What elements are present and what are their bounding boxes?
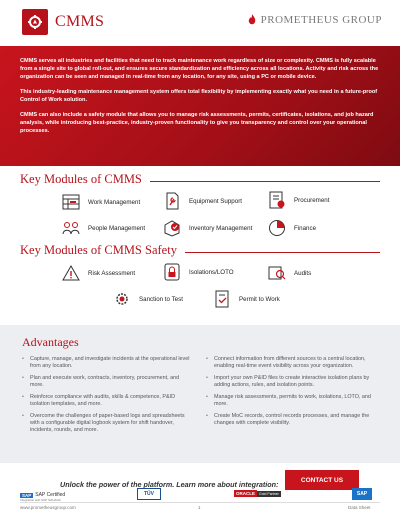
flame-icon [247, 14, 257, 26]
module-finance [268, 219, 316, 237]
list-item: • Overcome the challenges of paper-based logs and spreadsheets with a configurable digital logbook system for shift handover, incidents, rounds, and more. [22, 413, 190, 434]
footer-divider [20, 502, 380, 503]
lock-icon [163, 263, 181, 281]
brand-name: PROMETHEUS GROUP [260, 14, 382, 26]
intro-paragraph: CMMS serves all industries and facilities that need to track maintenance work regardless of size or complexity. CMMS is fully scalable from a single site to global roll-out, and ensures secure standardization and efficiency across all locations. Activity and risk across the organization can be seen and managed in real-time from any location, for any site, using a PC or mobile device. [20, 58, 379, 80]
grid-icon [62, 194, 80, 210]
sap-certified-sub: Integration with SAP S/4HANA [20, 498, 61, 502]
advantages-title: Advantages [22, 335, 79, 349]
module-label: Procurement [294, 196, 330, 204]
module-permit-to-work [213, 290, 280, 308]
divider [150, 181, 380, 182]
module-label: Permit to Work [239, 295, 280, 303]
advantages-list-right [206, 356, 374, 432]
safety-heading [20, 243, 380, 258]
list-item: • Create MoC records, control records processes, and manage the changes with complete visibility. [206, 413, 374, 427]
module-audits [268, 265, 311, 281]
tuv-badge [137, 488, 161, 500]
tuv-label: TÜV [144, 491, 154, 497]
list-item: • Import your own P&ID files to create interactive isolation plans by adding actions, rules, and isolation points. [206, 375, 374, 389]
intro-banner [0, 46, 400, 166]
permit-icon [213, 290, 231, 308]
module-inventory-management [163, 219, 252, 237]
intro-paragraph: CMMS can also include a safety module that allows you to manage risk assessments, permits, certificates, isolations, and job hazard analysis, while introducing best-practice, industry-proven functionality to give you transparency and control over your operational processes. [20, 112, 374, 134]
sap-certified-badge [20, 492, 65, 502]
module-label: Work Management [88, 198, 141, 206]
intro-paragraph: This industry-leading maintenance management system offers total flexibility by implementing exactly what you need in a future-proof Control of Work solution. [20, 89, 378, 103]
module-isolations-loto [163, 263, 234, 281]
box-check-icon [163, 219, 181, 237]
list-item: • Capture, manage, and investigate incidents at the operational level from any location. [22, 356, 190, 370]
divider [185, 252, 380, 253]
module-label: Risk Assessment [88, 269, 136, 277]
document-icon [268, 191, 286, 209]
wrench-icon [163, 192, 181, 210]
module-label: Inventory Management [189, 224, 253, 232]
brand-logo[interactable] [247, 14, 382, 26]
module-label: Sanction to Test [139, 295, 183, 303]
module-risk-assessment [62, 265, 135, 281]
page-number: 1 [198, 505, 201, 510]
module-equipment-support [163, 192, 242, 210]
list-item: • Reinforce compliance with audits, skills & competence, P&ID isolation templates, and more. [22, 394, 190, 408]
modules-title: Key Modules of CMMS [20, 172, 142, 186]
module-label: Audits [294, 269, 312, 277]
page-title: CMMS [55, 13, 105, 30]
advantages-list-left [22, 356, 190, 439]
contact-us-button[interactable]: CONTACT US [285, 470, 359, 490]
module-work-management [62, 194, 140, 210]
oracle-badge [234, 490, 281, 497]
modules-heading [20, 172, 380, 187]
oracle-label: ORACLE [236, 491, 255, 496]
module-people-management [62, 220, 145, 236]
oracle-sub: Gold Partner [259, 491, 279, 496]
module-label: Isolations/LOTO [189, 268, 234, 276]
people-icon [62, 220, 80, 236]
safety-title: Key Modules of CMMS Safety [20, 243, 177, 257]
page-header [0, 0, 400, 46]
finance-icon [268, 219, 286, 237]
sap-logo: SAP [22, 492, 32, 498]
list-item: • Plan and execute work, contracts, inventory, procurement, and more. [22, 375, 190, 389]
list-item: • Manage risk assessments, permits to work, isolations, LOTO, and more. [206, 394, 374, 408]
sap-logo [352, 488, 372, 500]
risk-icon [62, 265, 80, 281]
footer-url[interactable]: www.prometheusgroup.com [20, 505, 76, 510]
module-label: Finance [294, 224, 317, 232]
sap-certified-label: SAP Certified [35, 492, 66, 498]
cta-text: Unlock the power of the platform. Learn more about integration: [60, 480, 279, 489]
module-sanction-to-test [113, 290, 183, 308]
gear-icon [113, 290, 131, 308]
module-procurement [268, 191, 329, 209]
list-item: • Connect information from different sources to a central location, enabling real-time event visibility across your organization. [206, 356, 374, 370]
audit-icon [268, 265, 286, 281]
gear-warning-icon [22, 9, 48, 35]
advantages-section [0, 325, 400, 463]
footer-label: Data Sheet [348, 505, 371, 510]
module-label: People Management [88, 224, 146, 232]
sap-label: SAP [356, 491, 368, 497]
module-label: Equipment Support [189, 197, 242, 205]
